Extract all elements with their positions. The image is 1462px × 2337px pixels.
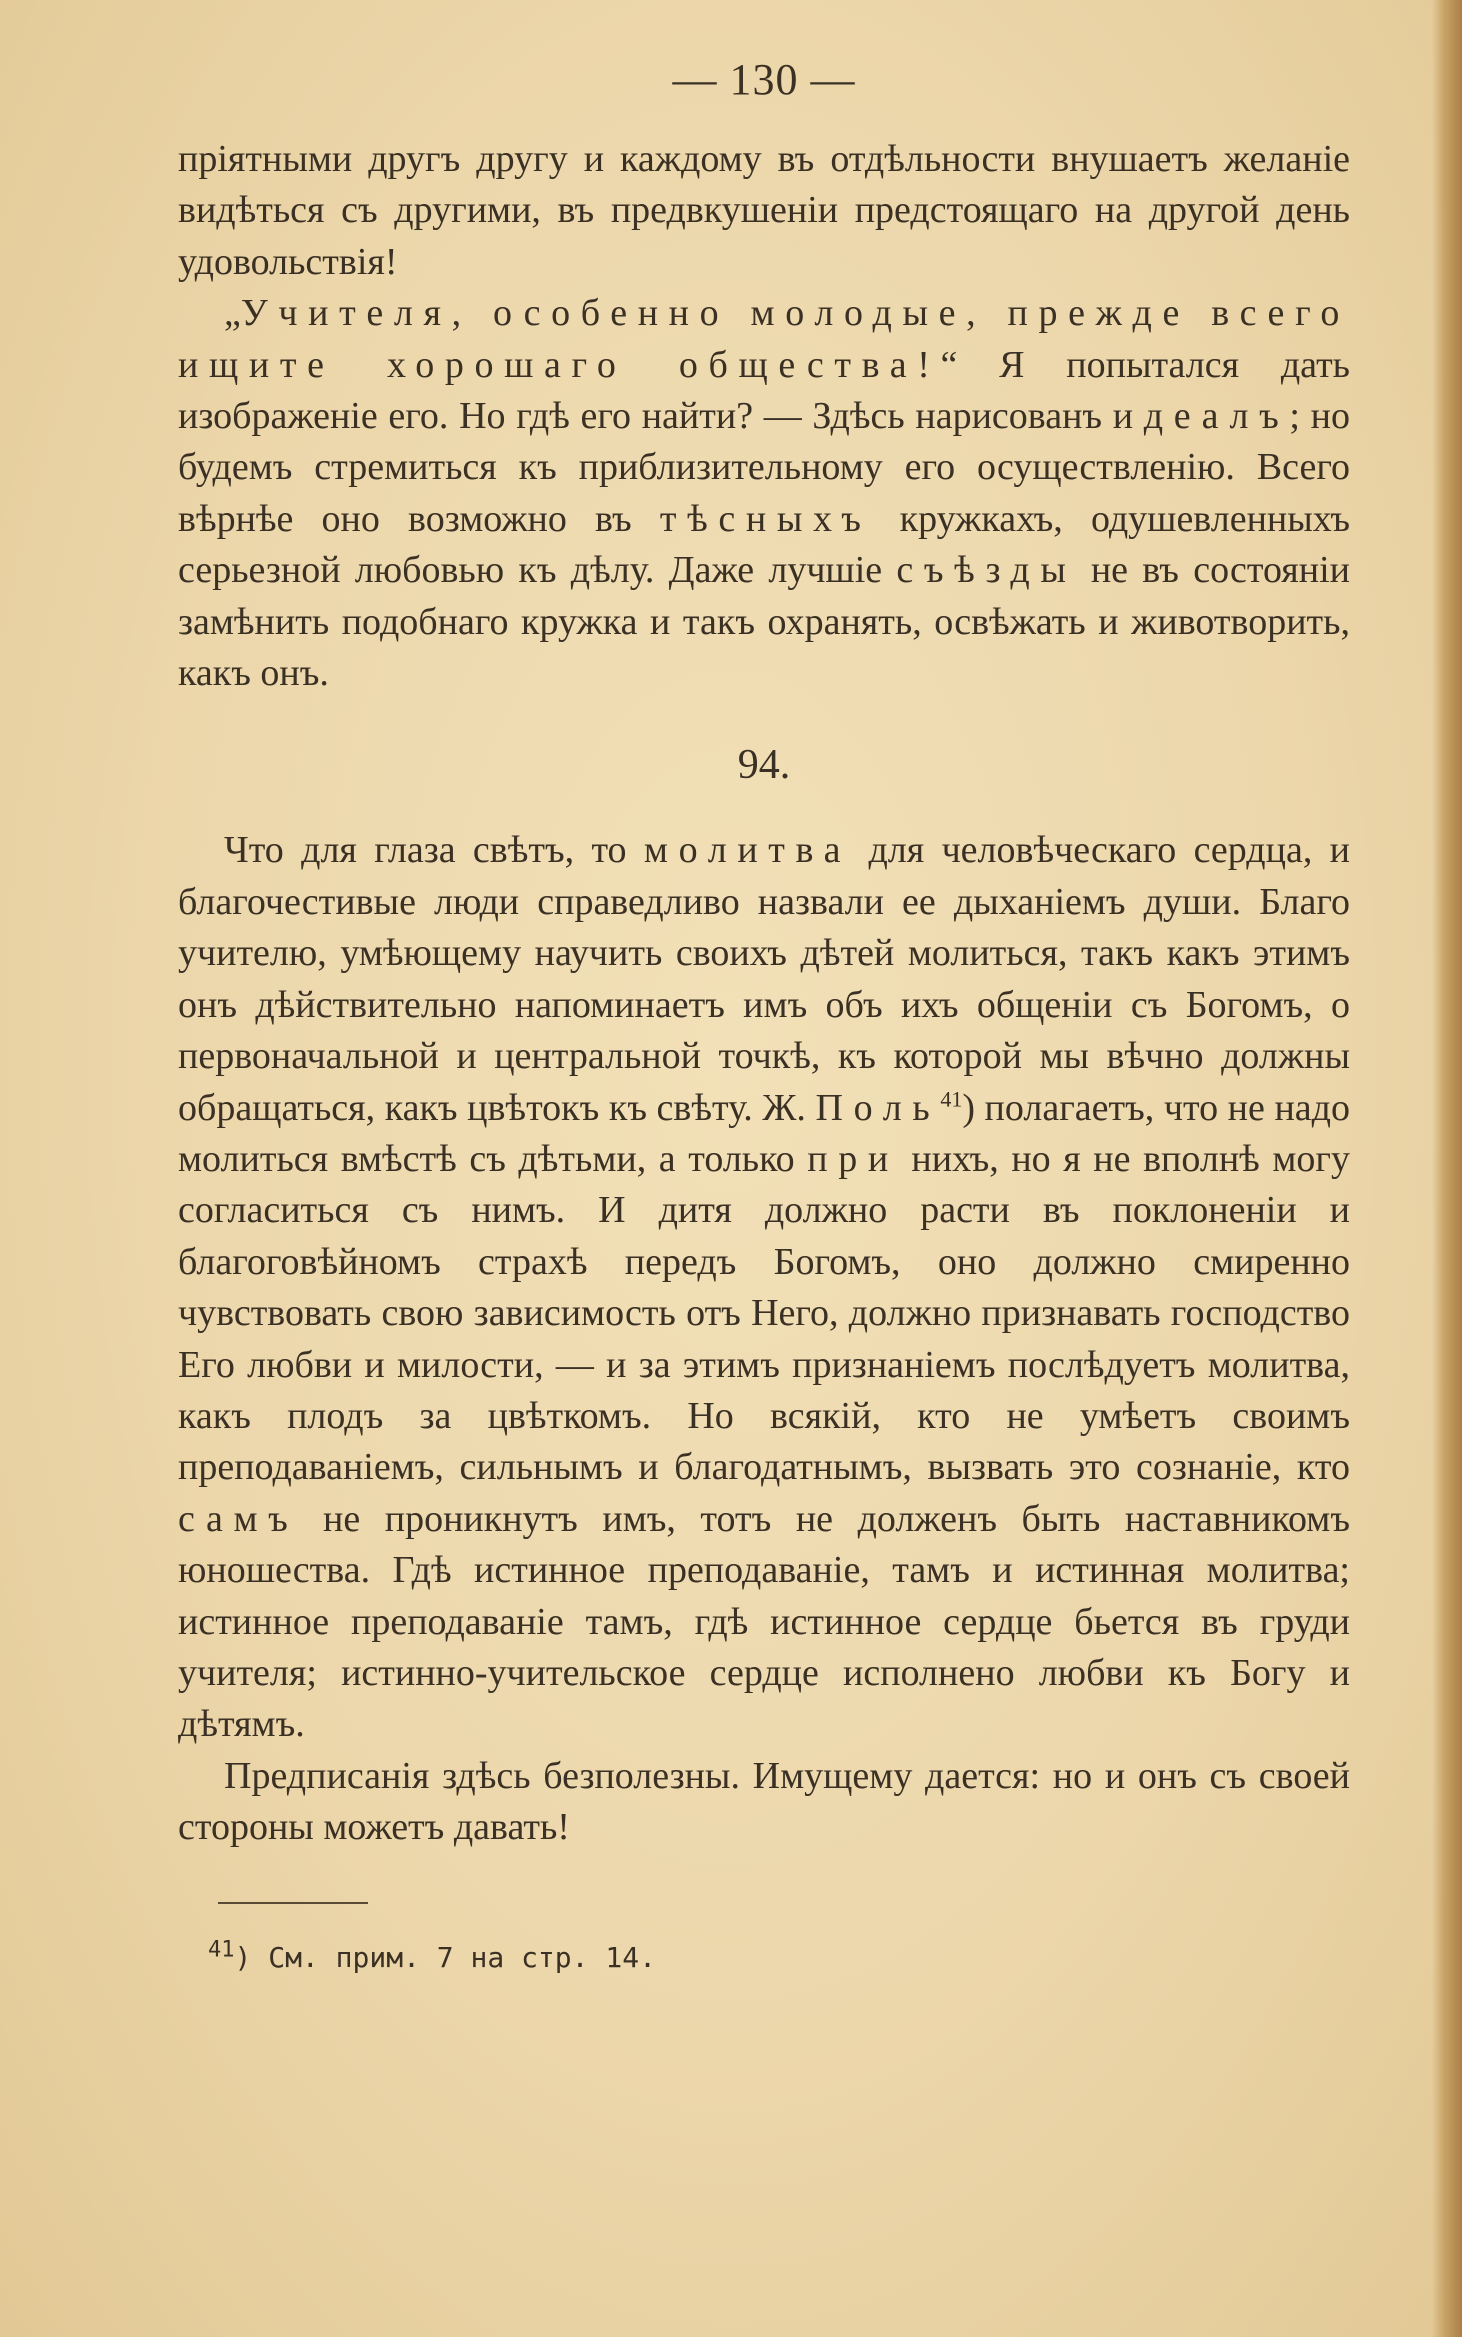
paragraph-text: нихъ, но я не вполнѣ могу согласиться съ нимъ. И дитя должно расти въ поклоненіи и благоговѣйномъ страхѣ передъ Богомъ, оно должно смиренно чувствовать свою зависимость отъ Него, должно признавать господство Его любви и милости, — и за этимъ признаніемъ послѣдуетъ молитва, какъ плодъ за цвѣткомъ. Но всякій, кто не умѣетъ своимъ преподаваніемъ, сильнымъ и благодатнымъ, вызвать это сознаніе, кто xyxy=(178,1137,1350,1489)
paragraph-prayer xyxy=(178,825,1350,1750)
paragraph-text: ) полагаетъ, что не надо молиться вмѣстѣ съ дѣтьми, а только xyxy=(178,1086,1350,1180)
quote-open-mark: „ xyxy=(224,292,241,335)
paragraph-text: Я попытался дать изображеніе его. Но гдѣ его найти? — Здѣсь нарисованъ xyxy=(178,343,1350,438)
spaced-word-tesnykh: тѣсныхъ xyxy=(659,497,872,540)
page-content xyxy=(178,50,1350,1978)
spaced-quote: Учителя, особенно молодые, прежде всего ищите хорошаго общества! xyxy=(178,292,1350,386)
paragraph-prescriptions: Предписанія здѣсь безполезны. Имущему дается: но и онъ съ своей стороны можетъ давать! xyxy=(178,1754,1350,1849)
paragraph-text: ; но будемъ стремиться къ приблизительному его осуществленію. Всего вѣрнѣе оно возможно въ xyxy=(178,395,1350,540)
footnote-text: ) См. прим. 7 на стр. 14. xyxy=(234,1940,656,1974)
paragraph-text: не въ состояніи замѣнить подобнаго кружка и такъ охранять, освѣжать и животворить, какъ онъ. xyxy=(178,549,1350,695)
quote-close-mark: “ xyxy=(940,343,958,386)
page-number: — 130 — xyxy=(672,55,856,104)
paragraph-teachers-society xyxy=(178,288,1350,699)
section-number: 94. xyxy=(737,742,791,789)
footnote-divider xyxy=(218,1902,368,1904)
spaced-word-pri: при xyxy=(807,1137,899,1180)
page-edge-shadow xyxy=(1432,0,1462,2337)
spaced-word-sam: самъ xyxy=(178,1497,299,1540)
spaced-word-pol: Поль xyxy=(815,1086,941,1129)
paragraph-text: Что для глаза свѣтъ, то xyxy=(224,829,644,872)
footnote-reference: 41 xyxy=(940,1085,963,1111)
footnote-marker: 41 xyxy=(208,1937,235,1963)
paragraph-text: для человѣческаго сердца, и благочестивые люди справедливо назвали ее дыханіемъ души. Благо учителю, умѣющему научить своихъ дѣтей молиться, такъ какъ этимъ онъ дѣйствительно напоминаетъ имъ объ ихъ общеніи съ Богомъ, о первоначальной и центральной точкѣ, къ которой мы вѣчно должны обращаться, какъ цвѣтокъ къ свѣту. Ж. xyxy=(178,829,1350,1129)
spaced-word-ideal: идеалъ xyxy=(1112,395,1290,438)
paragraph-text: кружкахъ, одушевленныхъ серьезной любовью къ дѣлу. Даже лучшіе xyxy=(178,497,1350,592)
paragraph-continued: пріятными другъ другу и каждому въ отдѣльности внушаетъ желаніе видѣться съ другими, въ предвкушеніи предстоящаго на другой день удовольствія! xyxy=(178,138,1350,283)
footnote xyxy=(208,1938,1350,1978)
paragraph-text: не проникнутъ имъ, тотъ не долженъ быть наставникомъ юношества. Гдѣ истинное преподаваніе, тамъ и истинная молитва; истинное преподаваніе тамъ, гдѣ истинное сердце бьется въ груди учителя; истинно-учительское сердце исполнено любви къ Богу и дѣтямъ. xyxy=(178,1497,1350,1746)
spaced-word-sezdy: съѣзды xyxy=(896,549,1077,592)
spaced-word-molitva: молитва xyxy=(643,829,852,872)
